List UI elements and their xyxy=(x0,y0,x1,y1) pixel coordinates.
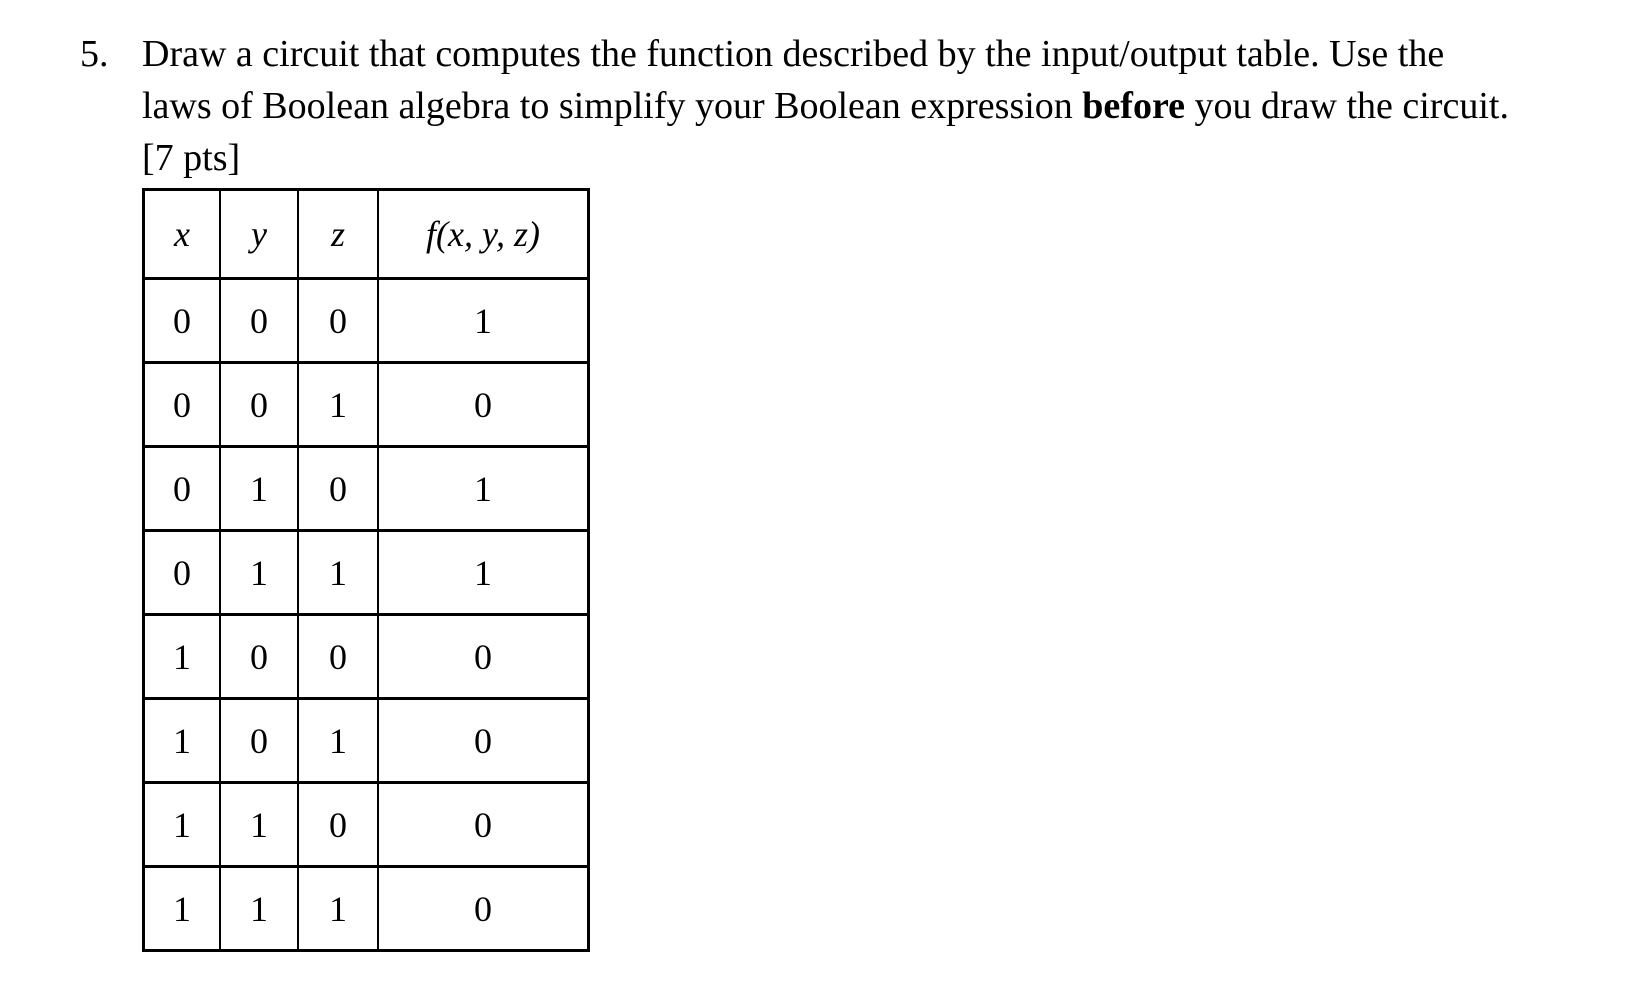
cell-f: 0 xyxy=(378,615,589,699)
table-row xyxy=(144,615,589,699)
question-emphasis-before: before xyxy=(1082,85,1185,127)
cell-x: 0 xyxy=(144,279,221,363)
cell-f: 1 xyxy=(378,279,589,363)
cell-y: 1 xyxy=(220,531,298,615)
header-z: z xyxy=(298,190,378,279)
table-row xyxy=(144,279,589,363)
cell-x: 0 xyxy=(144,447,221,531)
cell-z: 0 xyxy=(298,783,378,867)
question-line-2 xyxy=(142,80,1622,132)
cell-z: 1 xyxy=(298,699,378,783)
cell-z: 0 xyxy=(298,447,378,531)
cell-y: 0 xyxy=(220,615,298,699)
cell-y: 1 xyxy=(220,447,298,531)
table-row xyxy=(144,363,589,447)
cell-z: 1 xyxy=(298,531,378,615)
question-line-1: Draw a circuit that computes the function described by the input/output table. Use the xyxy=(142,33,1445,75)
cell-z: 0 xyxy=(298,279,378,363)
cell-x: 1 xyxy=(144,699,221,783)
cell-y: 1 xyxy=(220,867,298,951)
header-x: x xyxy=(144,190,221,279)
truth-table-header-row xyxy=(144,190,589,279)
question-number: 5. xyxy=(80,33,109,75)
cell-f: 0 xyxy=(378,867,589,951)
question-text xyxy=(142,28,1622,184)
header-f: f(x, y, z) xyxy=(378,190,589,279)
cell-x: 1 xyxy=(144,615,221,699)
cell-y: 1 xyxy=(220,783,298,867)
cell-y: 0 xyxy=(220,363,298,447)
question-points: [7 pts] xyxy=(142,137,241,179)
table-row xyxy=(144,447,589,531)
question-line-2-start: laws of Boolean algebra to simplify your Boolean expression xyxy=(142,85,1083,127)
table-row xyxy=(144,783,589,867)
cell-f: 1 xyxy=(378,447,589,531)
cell-y: 0 xyxy=(220,279,298,363)
cell-x: 0 xyxy=(144,363,221,447)
table-row xyxy=(144,531,589,615)
cell-x: 0 xyxy=(144,531,221,615)
table-row xyxy=(144,699,589,783)
header-y: y xyxy=(220,190,298,279)
cell-f: 1 xyxy=(378,531,589,615)
truth-table xyxy=(142,188,590,952)
cell-x: 1 xyxy=(144,783,221,867)
cell-z: 1 xyxy=(298,363,378,447)
cell-z: 0 xyxy=(298,615,378,699)
cell-z: 1 xyxy=(298,867,378,951)
cell-f: 0 xyxy=(378,783,589,867)
question-line-2-end: you draw the circuit. xyxy=(1185,85,1509,127)
cell-f: 0 xyxy=(378,363,589,447)
table-row xyxy=(144,867,589,951)
cell-y: 0 xyxy=(220,699,298,783)
cell-f: 0 xyxy=(378,699,589,783)
cell-x: 1 xyxy=(144,867,221,951)
